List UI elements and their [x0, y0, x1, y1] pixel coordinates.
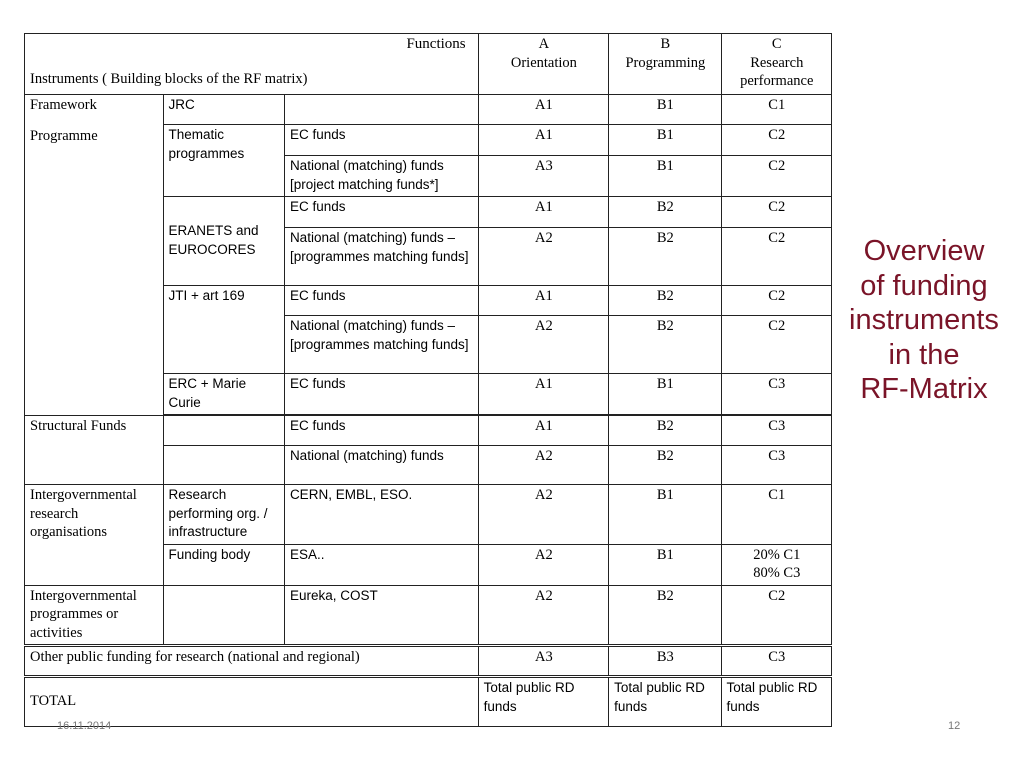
- table-row: National (matching) funds – [programmes matching funds] A2 B2 C2: [25, 316, 832, 374]
- eranets-cell: ERANETS and EUROCORES: [163, 197, 284, 286]
- igo-cell: Intergovernmental research organisations: [25, 485, 164, 586]
- table-row: Intergovernmental research organisations Research performing org. / infrastructure CERN, EMBL, ESO. A2 B1 C1: [25, 485, 832, 545]
- slide-title: Overview of funding instruments in the RF-Matrix: [849, 235, 999, 405]
- table-row: TOTAL Total public RD funds Total public RD funds Total public RD funds: [25, 677, 832, 727]
- table-row: National (matching) funds A2 B2 C3: [25, 446, 832, 485]
- header-corner-cell: [25, 34, 479, 95]
- header-row: [25, 34, 832, 95]
- table-row: Thematic programmes EC funds A1 B1 C2: [25, 125, 832, 156]
- other-public-funding-cell: Other public funding for research (national and regional): [25, 646, 479, 677]
- table-row: Funding body ESA.. A2 B1 20% C1 80% C3: [25, 544, 832, 585]
- table-row: Framework Programme JRC A1 B1 C1: [25, 95, 832, 125]
- header-col-c: C Research performance: [721, 34, 831, 95]
- table-row: JTI + art 169 EC funds A1 B2 C2: [25, 286, 832, 316]
- igp-cell: Intergovernmental programmes or activities: [25, 585, 164, 646]
- total-cell: TOTAL: [25, 677, 479, 727]
- table-row: ERANETS and EUROCORES EC funds A1 B2 C2: [25, 197, 832, 228]
- jti-cell: JTI + art 169: [163, 286, 284, 316]
- table-row: Intergovernmental programmes or activities Eureka, COST A2 B2 C2: [25, 585, 832, 646]
- table-row: National (matching) funds – [programmes matching funds] A2 B2 C2: [25, 228, 832, 286]
- table-row: Structural Funds EC funds A1 B2 C3: [25, 416, 832, 446]
- footer-date: 16.11.2014: [57, 720, 112, 732]
- table-row: Other public funding for research (national and regional) A3 B3 C3: [25, 646, 832, 677]
- thematic-programmes-cell: Thematic programmes: [163, 125, 284, 197]
- header-col-b: B Programming: [609, 34, 721, 95]
- functions-label: Functions: [406, 36, 466, 52]
- erc-cell: ERC + Marie Curie: [163, 374, 284, 415]
- structural-funds-cell: Structural Funds: [25, 416, 164, 485]
- jrc-cell: JRC: [163, 95, 284, 125]
- framework-programme-cell: Framework Programme: [25, 95, 164, 416]
- page-number: 12: [948, 720, 961, 732]
- instruments-label: Instruments ( Building blocks of the RF matrix): [30, 70, 308, 87]
- table-row: ERC + Marie Curie EC funds A1 B1 C3: [25, 374, 832, 415]
- table-row: National (matching) funds [project matching funds*] A3 B1 C2: [25, 156, 832, 197]
- rf-matrix-table: [24, 33, 832, 727]
- header-col-a: A Orientation: [478, 34, 608, 95]
